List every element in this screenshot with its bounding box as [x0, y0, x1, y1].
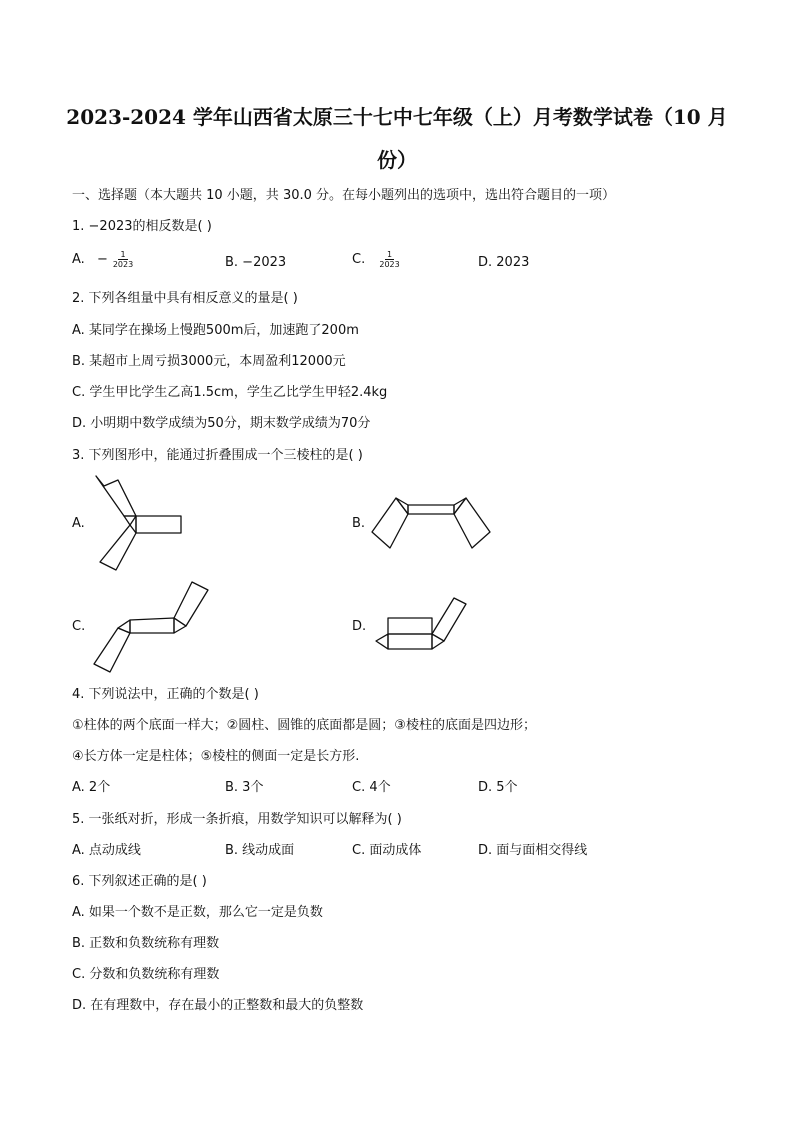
q3-option-b-label: B.: [352, 516, 366, 531]
q3-a-top-panel: [96, 476, 136, 516]
q1-option-c-fraction: [377, 250, 401, 269]
q6-option-d: D. 在有理数中，存在最小的正整数和最大的负整数: [72, 998, 364, 1013]
q3-stem: 3. 下列图形中，能通过折叠围成一个三棱柱的是( ): [72, 448, 363, 463]
q3-a-center-triangle: [124, 516, 136, 525]
q5-stem: 5. 一张纸对折，形成一条折痕，用数学知识可以解释为( ): [72, 812, 402, 827]
q6-option-a: A. 如果一个数不是正数，那么它一定是负数: [72, 905, 323, 920]
q6-stem: 6. 下列叙述正确的是( ): [72, 874, 207, 889]
q1-option-a: [72, 250, 135, 269]
q3-option-b-net-figure: [368, 490, 494, 552]
q4-option-c: C. 4个: [352, 780, 391, 795]
q4-stem: 4. 下列说法中，正确的个数是( ): [72, 687, 259, 702]
q6-option-c: C. 分数和负数统称有理数: [72, 967, 220, 982]
q5-option-b: B. 线动成面: [225, 843, 295, 858]
q1-option-c: [352, 250, 402, 269]
q3-option-d-label: D.: [352, 619, 367, 634]
q4-statements-2: ④长方体一定是柱体；⑤棱柱的侧面一定是长方形.: [72, 749, 360, 764]
q5-option-c: C. 面动成体: [352, 843, 422, 858]
section-heading: 一、选择题（本大题共 10 小题，共 30.0 分。在每小题列出的选项中，选出符合题目的一项）: [72, 188, 616, 203]
q3-d-right-triangle: [432, 634, 444, 649]
q5-option-a: A. 点动成线: [72, 843, 141, 858]
q2-option-a: A. 某同学在操场上慢跑500m后，加速跑了200m: [72, 323, 359, 338]
q1-option-b: B. −2023: [225, 255, 287, 270]
q1-option-a-fraction: [111, 250, 135, 269]
q1-stem: 1. −2023的相反数是( ): [72, 219, 212, 234]
q2-option-c: C. 学生甲比学生乙高1.5cm，学生乙比学生甲轻2.4kg: [72, 385, 388, 400]
q3-c-middle-rect: [130, 618, 174, 633]
q3-option-a-net-figure: [88, 470, 188, 572]
exam-title-line1: 2023-2024 学年山西省太原三十七中七年级（上）月考数学试卷（10 月: [66, 105, 728, 129]
q3-c-left-panel: [94, 628, 130, 672]
q4-option-a: A. 2个: [72, 780, 111, 795]
q1-option-a-numerator: 1: [120, 250, 126, 259]
q3-d-top-rect: [388, 618, 432, 634]
q3-d-slanted-panel: [432, 598, 466, 641]
q1-option-a-sign: −: [96, 252, 108, 267]
q1-option-c-denominator: 2023: [379, 260, 400, 269]
q3-c-right-panel: [174, 582, 208, 626]
q3-option-a-label: A.: [72, 516, 85, 531]
q6-option-b: B. 正数和负数统称有理数: [72, 936, 220, 951]
q3-option-d-net-figure: [368, 596, 472, 654]
q3-d-left-triangle: [376, 634, 388, 649]
q4-statements-1: ①柱体的两个底面一样大；②圆柱、圆锥的底面都是圆；③棱柱的底面是四边形；: [72, 718, 536, 733]
q3-b-top-rect: [408, 505, 454, 514]
q1-option-c-numerator: 1: [386, 250, 393, 259]
q3-a-bottom-panel: [100, 525, 136, 570]
q1-option-c-label: C.: [352, 252, 366, 267]
q2-stem: 2. 下列各组量中具有相反意义的量是( ): [72, 291, 298, 306]
q3-option-c-net-figure: [88, 578, 212, 674]
q3-b-left-panel: [372, 498, 408, 548]
q3-d-bottom-rect: [388, 634, 432, 649]
q4-option-b: B. 3个: [225, 780, 264, 795]
exam-title-line2: 份）: [377, 148, 417, 172]
q4-option-d: D. 5个: [478, 780, 518, 795]
q3-b-right-panel: [454, 498, 490, 548]
q5-option-d: D. 面与面相交得线: [478, 843, 588, 858]
q1-option-d: D. 2023: [478, 255, 530, 270]
q3-option-c-label: C.: [72, 619, 86, 634]
q1-option-a-denominator: 2023: [112, 260, 134, 269]
q1-option-a-label: A.: [72, 252, 85, 267]
q2-option-b: B. 某超市上周亏损3000元，本周盈利12000元: [72, 354, 346, 369]
q2-option-d: D. 小明期中数学成绩为50分，期末数学成绩为70分: [72, 416, 371, 431]
q3-a-right-rect: [136, 516, 181, 533]
